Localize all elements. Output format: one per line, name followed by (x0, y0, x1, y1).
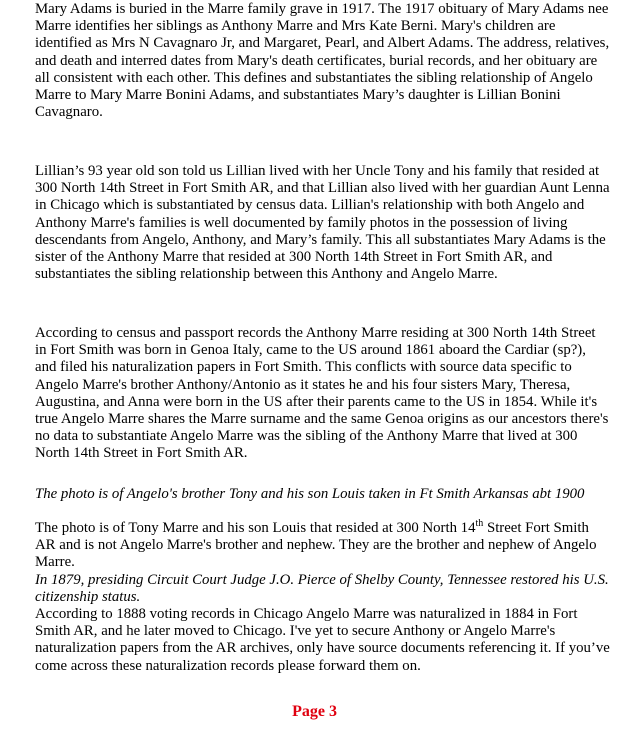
photo-correction-text-end: Street Fort Smith AR and is not Angelo Marre's brother and nephew. They are the brother and nephew of Angelo Marre. (35, 520, 597, 571)
paragraph-mary-adams-burial: Mary Adams is buried in the Marre family grave in 1917. The 1917 obituary of Mary Adams nee Marre identifies her siblings as Anthony Marre and Mrs Kate Berni. Mary's children are identified as Mrs N Cavagnaro Jr, and Margaret, Pearl, and Albert Adams. The address, relatives, and death and interred dates from Mary's death certificates, burial records, and her obituary are all consistent with each other. This defines and substantiates the sibling relationship of Angelo Marre to Mary Marre Bonini Adams, and substantiates Mary’s daughter is Lillian Bonini Cavagnaro. (35, 1, 610, 121)
paragraph-naturalization-records: According to 1888 voting records in Chicago Angelo Marre was naturalized in 1884 in Fort Smith AR, and he later moved to Chicago. I've yet to secure Anthony or Angelo Marre's naturalization papers from the AR archives, only have source documents referencing it. If you’ve come across these naturalization records please forward them on. (35, 606, 610, 674)
paragraph-lillian-son-testimony: Lillian’s 93 year old son told us Lillian lived with her Uncle Tony and his family that resided at 300 North 14th Street in Fort Smith AR, and that Lillian also lived with her guardian Aunt Lenna in Chicago which is substantiated by census data. Lillian's relationship with both Angelo and Anthony Marre's families is well documented by family photos in the possession of living descendants from Angelo, Anthony, and Mary’s family. This all substantiates Mary Adams is the sister of the Anthony Marre that resided at 300 North 14th Street in Fort Smith AR, and substantiates the sibling relationship between this Anthony and Angelo Marre. (35, 163, 610, 283)
quote-photo-caption: The photo is of Angelo's brother Tony and his son Louis taken in Ft Smith Arkansas abt 1900 (35, 486, 585, 502)
page-number: Page 3 (292, 703, 337, 720)
quote-citizenship-restored: In 1879, presiding Circuit Court Judge J.O. Pierce of Shelby County, Tennessee restored his U.S. citizenship status. (35, 572, 609, 606)
ordinal-superscript: th (475, 518, 484, 530)
paragraph-photo-correction (35, 520, 610, 572)
photo-correction-text-start: The photo is of Tony Marre and his son Louis that resided at 300 North 14 (35, 520, 476, 536)
paragraph-census-passport-records: According to census and passport records the Anthony Marre residing at 300 North 14th Street in Fort Smith was born in Genoa Italy, came to the US around 1861 aboard the Cardiar (sp?), and filed his naturalization papers in Fort Smith. This conflicts with source data specific to Angelo Marre's brother Anthony/Antonio as it states he and his four sisters Mary, Theresa, Augustina, and Anna were born in the US after their parents came to the US in 1854. While it's true Angelo Marre shares the Marre surname and the same Genoa origins as our ancestors there's no data to substantiate Angelo Marre was the sibling of the Anthony Marre that lived at 300 North 14th Street in Fort Smith AR. (35, 325, 609, 462)
